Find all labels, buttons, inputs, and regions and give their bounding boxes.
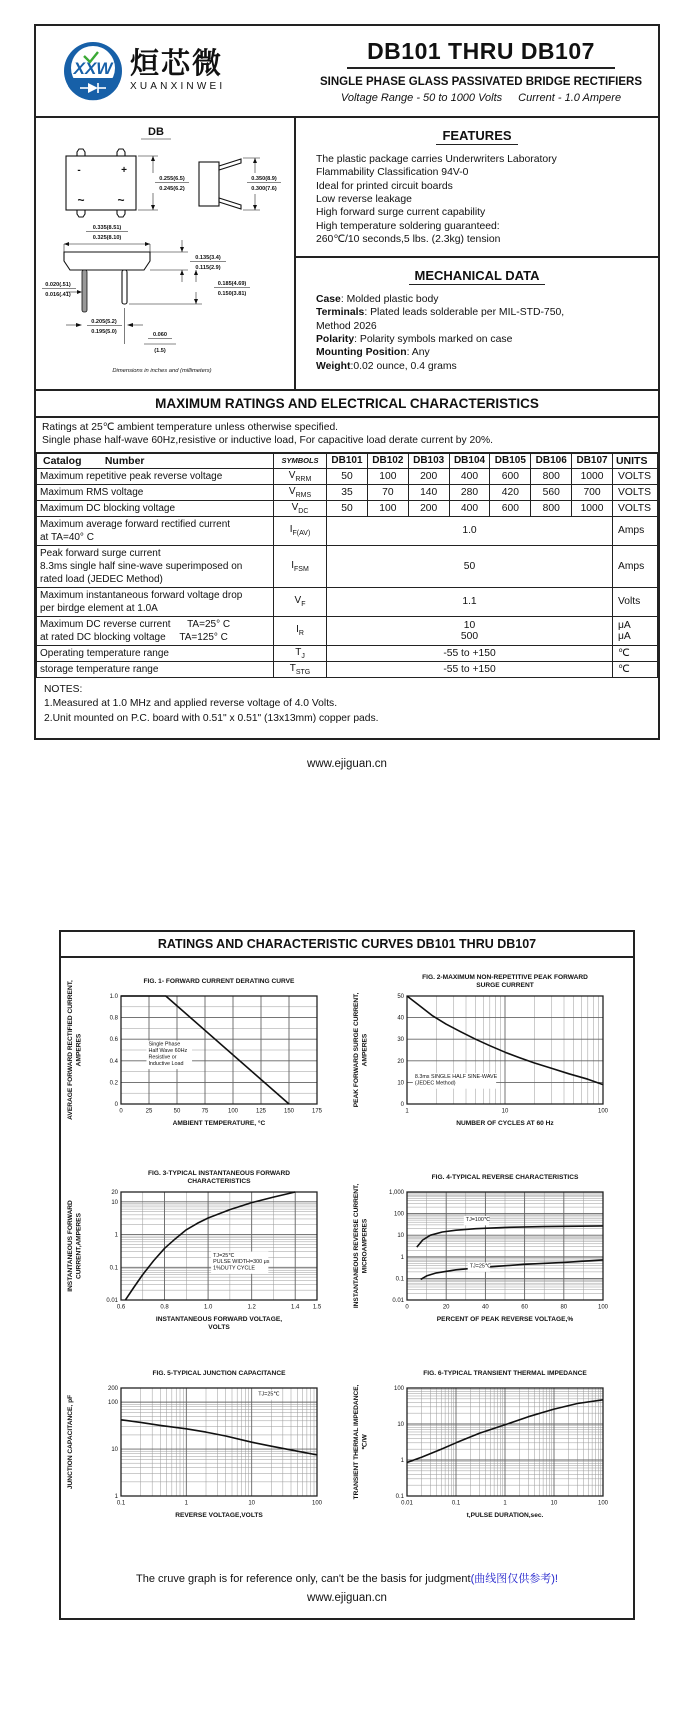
- svg-text:INSTANTANEOUS FORWARD VOLTAGE,: INSTANTANEOUS FORWARD VOLTAGE,: [155, 1315, 283, 1323]
- svg-text:0.1: 0.1: [451, 1500, 461, 1507]
- dimensions-caption: Dimensions in inches and (millimeters): [112, 368, 212, 374]
- svg-text:FIG. 3-TYPICAL INSTANTANEOUS F: FIG. 3-TYPICAL INSTANTANEOUS FORWARD: [147, 1169, 291, 1177]
- row-value: 800: [531, 468, 572, 484]
- page1-footer-url: www.ejiguan.cn: [307, 757, 387, 770]
- svg-text:AMPERES: AMPERES: [361, 1033, 369, 1067]
- package-outline-panel: [36, 118, 296, 389]
- svg-text:10: 10: [248, 1500, 256, 1507]
- svg-text:1.4: 1.4: [291, 1304, 300, 1311]
- ratings-conditions: [36, 418, 658, 453]
- svg-text:0.8: 0.8: [160, 1304, 169, 1311]
- ratings-line: [310, 92, 652, 104]
- row-label: Operating temperature range: [37, 645, 274, 661]
- table-header-row: [37, 453, 658, 468]
- row-value: 800: [531, 500, 572, 516]
- dim-pin-pitch: [66, 319, 143, 335]
- row-value: 560: [531, 484, 572, 500]
- notes-section: [36, 678, 658, 738]
- svg-text:1.0: 1.0: [203, 1304, 213, 1311]
- feature-item: Low reverse leakage: [316, 193, 412, 205]
- units-header: UNITS: [612, 453, 657, 468]
- svg-text:175: 175: [311, 1108, 323, 1115]
- svg-text:0.195(5.0): 0.195(5.0): [91, 329, 117, 335]
- part-column-header: DB101: [327, 453, 368, 468]
- row-units: Amps: [612, 516, 657, 545]
- svg-text:100: 100: [107, 1400, 118, 1407]
- svg-text:FIG. 1- FORWARD CURRENT DERATI: FIG. 1- FORWARD CURRENT DERATING CURVE: [143, 977, 295, 985]
- svg-text:100: 100: [597, 1500, 609, 1507]
- row-label: Maximum repetitive peak reverse voltage: [37, 468, 274, 484]
- mechanical-item: Polarity: Polarity symbols marked on case: [316, 333, 513, 345]
- row-units: VOLTS: [612, 500, 657, 516]
- mechanical-item: Mounting Position: Any: [316, 347, 430, 359]
- svg-text:0: 0: [114, 1101, 118, 1108]
- svg-text:FIG. 5-TYPICAL JUNCTION CAPACI: FIG. 5-TYPICAL JUNCTION CAPACITANCE: [152, 1369, 286, 1377]
- row-value: 70: [367, 484, 408, 500]
- table-row: [37, 500, 658, 516]
- svg-text:0.255(6.5): 0.255(6.5): [159, 176, 185, 182]
- logo-monogram: XXW: [73, 59, 113, 78]
- row-value: 140: [408, 484, 449, 500]
- svg-text:0.6: 0.6: [109, 1037, 118, 1044]
- row-symbol: $I_{F(AV)}$: [273, 516, 326, 545]
- row-label: Maximum instantaneous forward voltage drop per birdge element at 1.0A: [37, 587, 274, 616]
- chart-svg: [349, 1362, 631, 1558]
- page2-sheet: [59, 930, 635, 1620]
- page2-footer-url: www.ejiguan.cn: [307, 1591, 387, 1604]
- row-units: ℃: [612, 645, 657, 661]
- mechanical-list: [308, 293, 646, 373]
- fig5-typical-junction-capacitance: [61, 1362, 347, 1558]
- company-name-en: XUANXINWEI: [130, 81, 226, 92]
- svg-text:0.01: 0.01: [106, 1297, 118, 1304]
- svg-text:10: 10: [397, 1421, 404, 1428]
- dim-lead-width: [42, 282, 82, 298]
- row-value: 600: [490, 468, 531, 484]
- svg-text:PERCENT OF PEAK REVERSE VOLTAG: PERCENT OF PEAK REVERSE VOLTAGE,%: [436, 1315, 574, 1323]
- page1-sheet: [34, 24, 660, 740]
- row-label: Maximum average forward rectified current at TA=40° C: [37, 516, 274, 545]
- ratings-table: [36, 453, 658, 678]
- part-column-header: DB106: [531, 453, 572, 468]
- svg-text:10: 10: [397, 1080, 404, 1087]
- dim-offset: [125, 308, 177, 354]
- row-value-span: 10 500: [327, 616, 613, 645]
- svg-text:t,PULSE DURATION,sec.: t,PULSE DURATION,sec.: [466, 1511, 544, 1519]
- svg-text:0.185(4.69): 0.185(4.69): [217, 281, 247, 287]
- chart-svg: [349, 1166, 631, 1362]
- svg-text:1: 1: [503, 1500, 507, 1507]
- curve-TJ=25C: [421, 1260, 603, 1280]
- svg-text:FIG. 2-MAXIMUM NON-REPETITIVE: FIG. 2-MAXIMUM NON-REPETITIVE PEAK FORWARD: [422, 973, 588, 981]
- row-label: Maximum DC reverse current TA=25° C at rated DC blocking voltage TA=125° C: [37, 616, 274, 645]
- svg-text:100: 100: [311, 1500, 323, 1507]
- row-symbol: $I_R$: [273, 616, 326, 645]
- svg-text:0.8: 0.8: [109, 1015, 118, 1022]
- dim-body-height: [138, 156, 189, 210]
- svg-text:0.350(8.9): 0.350(8.9): [251, 176, 277, 182]
- row-value: 700: [572, 484, 613, 500]
- mechanical-item: Weight:0.02 ounce, 0.4 grams: [316, 360, 457, 372]
- row-units: Volts: [612, 587, 657, 616]
- svg-text:NUMBER OF CYCLES AT 60 Hz: NUMBER OF CYCLES AT 60 Hz: [456, 1119, 554, 1127]
- svg-text:100: 100: [393, 1211, 404, 1218]
- svg-text:Resistive or: Resistive or: [148, 1054, 177, 1061]
- table-row: [37, 516, 658, 545]
- polarity-plus: +: [121, 165, 127, 176]
- row-units: ℃: [612, 661, 657, 677]
- title-block: [310, 38, 658, 104]
- disclaimer-cn: (曲线图仅供参考)!: [470, 1572, 558, 1585]
- svg-text:AMPERES: AMPERES: [75, 1033, 83, 1067]
- mechanical-data-section: [296, 258, 658, 386]
- svg-text:0.2: 0.2: [109, 1080, 118, 1087]
- fig3-typical-instantaneous-forward-characteristics: [61, 1166, 347, 1362]
- svg-text:0: 0: [400, 1101, 404, 1108]
- svg-text:100: 100: [597, 1304, 609, 1311]
- svg-text:8.3ms SINGLE HALF SINE-WAVE: 8.3ms SINGLE HALF SINE-WAVE: [414, 1074, 498, 1081]
- svg-text:0.335(8.51): 0.335(8.51): [92, 225, 122, 231]
- svg-text:40: 40: [397, 1015, 404, 1022]
- svg-text:Inductive Load: Inductive Load: [148, 1060, 184, 1067]
- condition-line-2: Single phase half-wave 60Hz,resistive or inductive load, For capacitive load derate current by 20%.: [42, 435, 494, 447]
- svg-text:40: 40: [482, 1304, 489, 1311]
- svg-text:10: 10: [111, 1447, 118, 1454]
- disclaimer: [61, 1570, 633, 1586]
- svg-text:VOLTS: VOLTS: [208, 1323, 230, 1331]
- row-value: 1000: [572, 500, 613, 516]
- svg-text:(1.5): (1.5): [154, 348, 166, 354]
- right-column: [296, 118, 658, 389]
- row-symbol: $V_{RMS}$: [273, 484, 326, 500]
- row-units: μA μA: [612, 616, 657, 645]
- svg-text:0.01: 0.01: [401, 1500, 413, 1507]
- feature-item: High temperature soldering guaranteed:: [316, 220, 500, 232]
- company-logo: [36, 38, 310, 104]
- disclaimer-en: The cruve graph is for reference only, can't be the basis for judgment: [136, 1572, 471, 1585]
- svg-text:0.325(8.10): 0.325(8.10): [92, 235, 122, 241]
- logo-text: [130, 50, 225, 92]
- row-value: 200: [408, 500, 449, 516]
- svg-text:CHARACTERISTICS: CHARACTERISTICS: [187, 1177, 251, 1185]
- svg-text:150: 150: [283, 1108, 295, 1115]
- svg-text:0.205(5.2): 0.205(5.2): [91, 319, 117, 325]
- features-list: [308, 153, 646, 246]
- svg-text:AVERAGE FORWARD RECTIFIED CURR: AVERAGE FORWARD RECTIFIED CURRENT,: [67, 980, 74, 1120]
- svg-text:50: 50: [173, 1108, 181, 1115]
- svg-text:Half Wave 60Hz: Half Wave 60Hz: [148, 1048, 188, 1055]
- row-label: Maximum RMS voltage: [37, 484, 274, 500]
- features-section: [296, 118, 658, 258]
- svg-text:1.5: 1.5: [312, 1304, 322, 1311]
- svg-text:1.0: 1.0: [109, 993, 118, 1000]
- catalog-number-header: Catalog Number: [37, 453, 274, 468]
- row-value-span: 1.1: [327, 587, 613, 616]
- svg-text:0.1: 0.1: [395, 1276, 404, 1283]
- package-drawing: [36, 120, 288, 382]
- svg-text:20: 20: [442, 1304, 450, 1311]
- notes-list: [44, 697, 650, 726]
- row-value-span: 50: [327, 545, 613, 587]
- svg-text:℃/W: ℃/W: [361, 1434, 369, 1450]
- polarity-ac-2: ~: [117, 193, 125, 207]
- part-column-header: DB104: [449, 453, 490, 468]
- svg-text:AMBIENT TEMPERATURE, °C: AMBIENT TEMPERATURE, °C: [172, 1119, 266, 1127]
- feature-item: 260℃/10 seconds,5 lbs. (2.3kg) tension: [316, 233, 501, 245]
- dim-lead-length: [129, 270, 250, 304]
- feature-item: High forward surge current capability: [316, 207, 486, 219]
- chart-svg: [63, 1166, 345, 1362]
- chart-svg: [349, 970, 631, 1166]
- svg-text:20: 20: [111, 1189, 118, 1196]
- fig6-typical-transient-thermal-impedance: [347, 1362, 633, 1558]
- datasheet-page-2: [59, 930, 635, 1620]
- datasheet-page-1: [34, 24, 660, 770]
- table-row: [37, 616, 658, 645]
- table-row: [37, 661, 658, 677]
- part-column-header: DB107: [572, 453, 613, 468]
- svg-text:0.115(2.9): 0.115(2.9): [195, 265, 221, 271]
- svg-text:PEAK FORWARD SURGE CURRENT,: PEAK FORWARD SURGE CURRENT,: [353, 992, 360, 1108]
- svg-text:FIG. 4-TYPICAL REVERSE CHARACT: FIG. 4-TYPICAL REVERSE CHARACTERISTICS: [431, 1173, 579, 1181]
- main-row: [36, 118, 658, 391]
- row-value: 35: [327, 484, 368, 500]
- svg-text:30: 30: [397, 1037, 404, 1044]
- svg-text:80: 80: [560, 1304, 568, 1311]
- svg-text:1: 1: [400, 1254, 404, 1261]
- table-row: [37, 545, 658, 587]
- row-value: 400: [449, 500, 490, 516]
- dim-body-width: [64, 225, 150, 252]
- svg-text:(JEDEC Method): (JEDEC Method): [414, 1080, 456, 1087]
- svg-text:0.1: 0.1: [395, 1493, 404, 1500]
- svg-text:0.016(.41): 0.016(.41): [45, 292, 71, 298]
- chart-svg: [63, 970, 345, 1166]
- row-units: VOLTS: [612, 468, 657, 484]
- svg-text:INSTANTANEOUS REVERSE CURRENT,: INSTANTANEOUS REVERSE CURRENT,: [353, 1183, 360, 1309]
- header: [36, 26, 658, 118]
- symbols-header: SYMBOLS: [273, 453, 326, 468]
- table-row: [37, 468, 658, 484]
- logo-mark-icon: [60, 38, 126, 104]
- svg-text:REVERSE VOLTAGE,VOLTS: REVERSE VOLTAGE,VOLTS: [175, 1511, 263, 1519]
- svg-text:10: 10: [397, 1233, 404, 1240]
- dim-side-height: [243, 158, 281, 210]
- fig1-forward-current-derating-curve: [61, 970, 347, 1166]
- svg-text:20: 20: [397, 1058, 404, 1065]
- svg-text:125: 125: [255, 1108, 267, 1115]
- svg-text:1: 1: [184, 1500, 189, 1507]
- row-units: Amps: [612, 545, 657, 587]
- notes-heading: NOTES:: [44, 683, 83, 695]
- dim-seat-height: [150, 240, 226, 282]
- svg-text:1%DUTY CYCLE: 1%DUTY CYCLE: [213, 1265, 255, 1272]
- row-value: 600: [490, 500, 531, 516]
- row-symbol: $T_J$: [273, 645, 326, 661]
- table-body: [37, 468, 658, 677]
- row-value: 420: [490, 484, 531, 500]
- row-value: 280: [449, 484, 490, 500]
- svg-text:0: 0: [119, 1108, 123, 1115]
- svg-text:0.135(3.4): 0.135(3.4): [195, 255, 221, 261]
- row-units: VOLTS: [612, 484, 657, 500]
- polarity-ac-1: ~: [77, 193, 85, 207]
- condition-line-1: Ratings at 25℃ ambient temperature unless otherwise specified.: [42, 422, 339, 433]
- fig2-max-non-repetitive-peak-forward-surge-current: [347, 970, 633, 1166]
- feature-item: Flammability Classification 94V-0: [316, 167, 469, 179]
- table-row: [37, 645, 658, 661]
- polarity-minus: -: [77, 165, 81, 176]
- features-heading: FEATURES: [308, 128, 646, 143]
- row-symbol: $T_{STG}$: [273, 661, 326, 677]
- row-value: 400: [449, 468, 490, 484]
- svg-text:0.1: 0.1: [116, 1500, 126, 1507]
- fig4-typical-reverse-characteristics: [347, 1166, 633, 1362]
- svg-text:0.300(7.6): 0.300(7.6): [251, 186, 277, 192]
- mechanical-item: Terminals: Plated leads solderable per MIL-STD-750,: [316, 307, 565, 319]
- ratings-banner: MAXIMUM RATINGS AND ELECTRICAL CHARACTERISTICS: [36, 391, 658, 418]
- svg-text:1: 1: [405, 1108, 409, 1115]
- svg-text:JUNCTION CAPACITANCE, pF: JUNCTION CAPACITANCE, pF: [67, 1394, 74, 1490]
- svg-text:75: 75: [201, 1108, 209, 1115]
- charts-grid: [61, 958, 633, 1558]
- part-column-header: DB103: [408, 453, 449, 468]
- svg-text:TJ=25℃: TJ=25℃: [213, 1252, 235, 1259]
- row-value-span: -55 to +150: [327, 661, 613, 677]
- row-value: 100: [367, 468, 408, 484]
- row-symbol: $V_F$: [273, 587, 326, 616]
- svg-text:25: 25: [145, 1108, 153, 1115]
- feature-item: Ideal for printed circuit boards: [316, 180, 453, 192]
- feature-item: The plastic package carries Underwriters Laboratory: [316, 154, 557, 165]
- package-name: DB: [148, 126, 164, 138]
- table-row: [37, 587, 658, 616]
- row-value: 200: [408, 468, 449, 484]
- voltage-range: Voltage Range - 50 to 1000 Volts: [340, 92, 503, 104]
- row-symbol: $I_{FSM}$: [273, 545, 326, 587]
- svg-text:50: 50: [397, 993, 404, 1000]
- row-value: 1000: [572, 468, 613, 484]
- svg-text:0.060: 0.060: [153, 332, 167, 338]
- svg-text:0: 0: [405, 1304, 409, 1311]
- svg-text:SURGE CURRENT: SURGE CURRENT: [476, 981, 534, 989]
- svg-text:1: 1: [114, 1232, 118, 1239]
- table-row: [37, 484, 658, 500]
- svg-text:100: 100: [393, 1385, 404, 1392]
- row-symbol: $V_{DC}$: [273, 500, 326, 516]
- mechanical-heading: MECHANICAL DATA: [308, 268, 646, 283]
- row-symbol: $V_{RRM}$: [273, 468, 326, 484]
- curves-title: RATINGS AND CHARACTERISTIC CURVES DB101 THRU DB107: [61, 932, 633, 958]
- svg-text:1: 1: [400, 1457, 404, 1464]
- svg-text:0.01: 0.01: [392, 1297, 404, 1304]
- row-label: Peak forward surge current 8.3ms single half sine-wave superimposed on rated load (JEDEC Method): [37, 545, 274, 587]
- row-value: 50: [327, 500, 368, 516]
- row-value: 50: [327, 468, 368, 484]
- svg-text:60: 60: [521, 1304, 528, 1311]
- company-name-cn: 烜芯微: [130, 48, 224, 80]
- svg-text:1,000: 1,000: [388, 1189, 404, 1196]
- curve-cj: [121, 1420, 317, 1455]
- svg-text:0.245(6.2): 0.245(6.2): [159, 186, 185, 192]
- curve-vf-if: [125, 1192, 295, 1300]
- svg-text:10: 10: [111, 1199, 118, 1206]
- svg-text:CURRENT,AMPERES: CURRENT,AMPERES: [75, 1212, 83, 1279]
- svg-text:MICROAMPERES: MICROAMPERES: [361, 1218, 369, 1274]
- svg-text:Single Phase: Single Phase: [148, 1041, 181, 1048]
- row-value-span: 1.0: [327, 516, 613, 545]
- row-label: storage temperature range: [37, 661, 274, 677]
- part-column-header: DB102: [367, 453, 408, 468]
- svg-text:PULSE WIDTH=300 μs: PULSE WIDTH=300 μs: [213, 1259, 270, 1266]
- row-value-span: -55 to +150: [327, 645, 613, 661]
- note-item: 2.Unit mounted on P.C. board with 0.51" x 0.51" (13x13mm) copper pads.: [44, 712, 379, 724]
- svg-text:TJ=100℃: TJ=100℃: [465, 1217, 490, 1224]
- svg-text:TRANSIENT THERMAL IMPEDANCE,: TRANSIENT THERMAL IMPEDANCE,: [353, 1384, 360, 1500]
- svg-text:100: 100: [597, 1108, 609, 1115]
- svg-text:INSTANTANEOUS FORWARD: INSTANTANEOUS FORWARD: [67, 1200, 74, 1292]
- part-range-title: DB101 THRU DB107: [347, 38, 615, 69]
- part-column-header: DB105: [490, 453, 531, 468]
- svg-text:0.150(3.81): 0.150(3.81): [217, 291, 247, 297]
- svg-text:1: 1: [114, 1493, 118, 1500]
- svg-text:10: 10: [501, 1108, 509, 1115]
- svg-text:FIG. 6-TYPICAL TRANSIENT THERM: FIG. 6-TYPICAL TRANSIENT THERMAL IMPEDANCE: [423, 1369, 587, 1377]
- row-label: Maximum DC blocking voltage: [37, 500, 274, 516]
- subtitle: SINGLE PHASE GLASS PASSIVATED BRIDGE RECTIFIERS: [319, 76, 643, 88]
- chart-svg: [63, 1362, 345, 1558]
- svg-text:TJ=25℃: TJ=25℃: [258, 1391, 280, 1398]
- svg-text:1.2: 1.2: [247, 1304, 256, 1311]
- row-value: 100: [367, 500, 408, 516]
- svg-text:TJ=25℃: TJ=25℃: [469, 1263, 491, 1270]
- svg-text:0.4: 0.4: [109, 1058, 118, 1065]
- svg-text:0.6: 0.6: [116, 1304, 126, 1311]
- svg-text:100: 100: [227, 1108, 239, 1115]
- note-item: 1.Measured at 1.0 MHz and applied reverse voltage of 4.0 Volts.: [44, 698, 338, 710]
- mechanical-item: Method 2026: [316, 320, 377, 332]
- svg-text:10: 10: [550, 1500, 558, 1507]
- svg-text:0.020(.51): 0.020(.51): [45, 282, 71, 288]
- mechanical-item: Case: Molded plastic body: [316, 294, 439, 305]
- current-rating: Current - 1.0 Ampere: [518, 92, 622, 104]
- svg-text:0.1: 0.1: [109, 1265, 118, 1272]
- svg-text:200: 200: [107, 1385, 118, 1392]
